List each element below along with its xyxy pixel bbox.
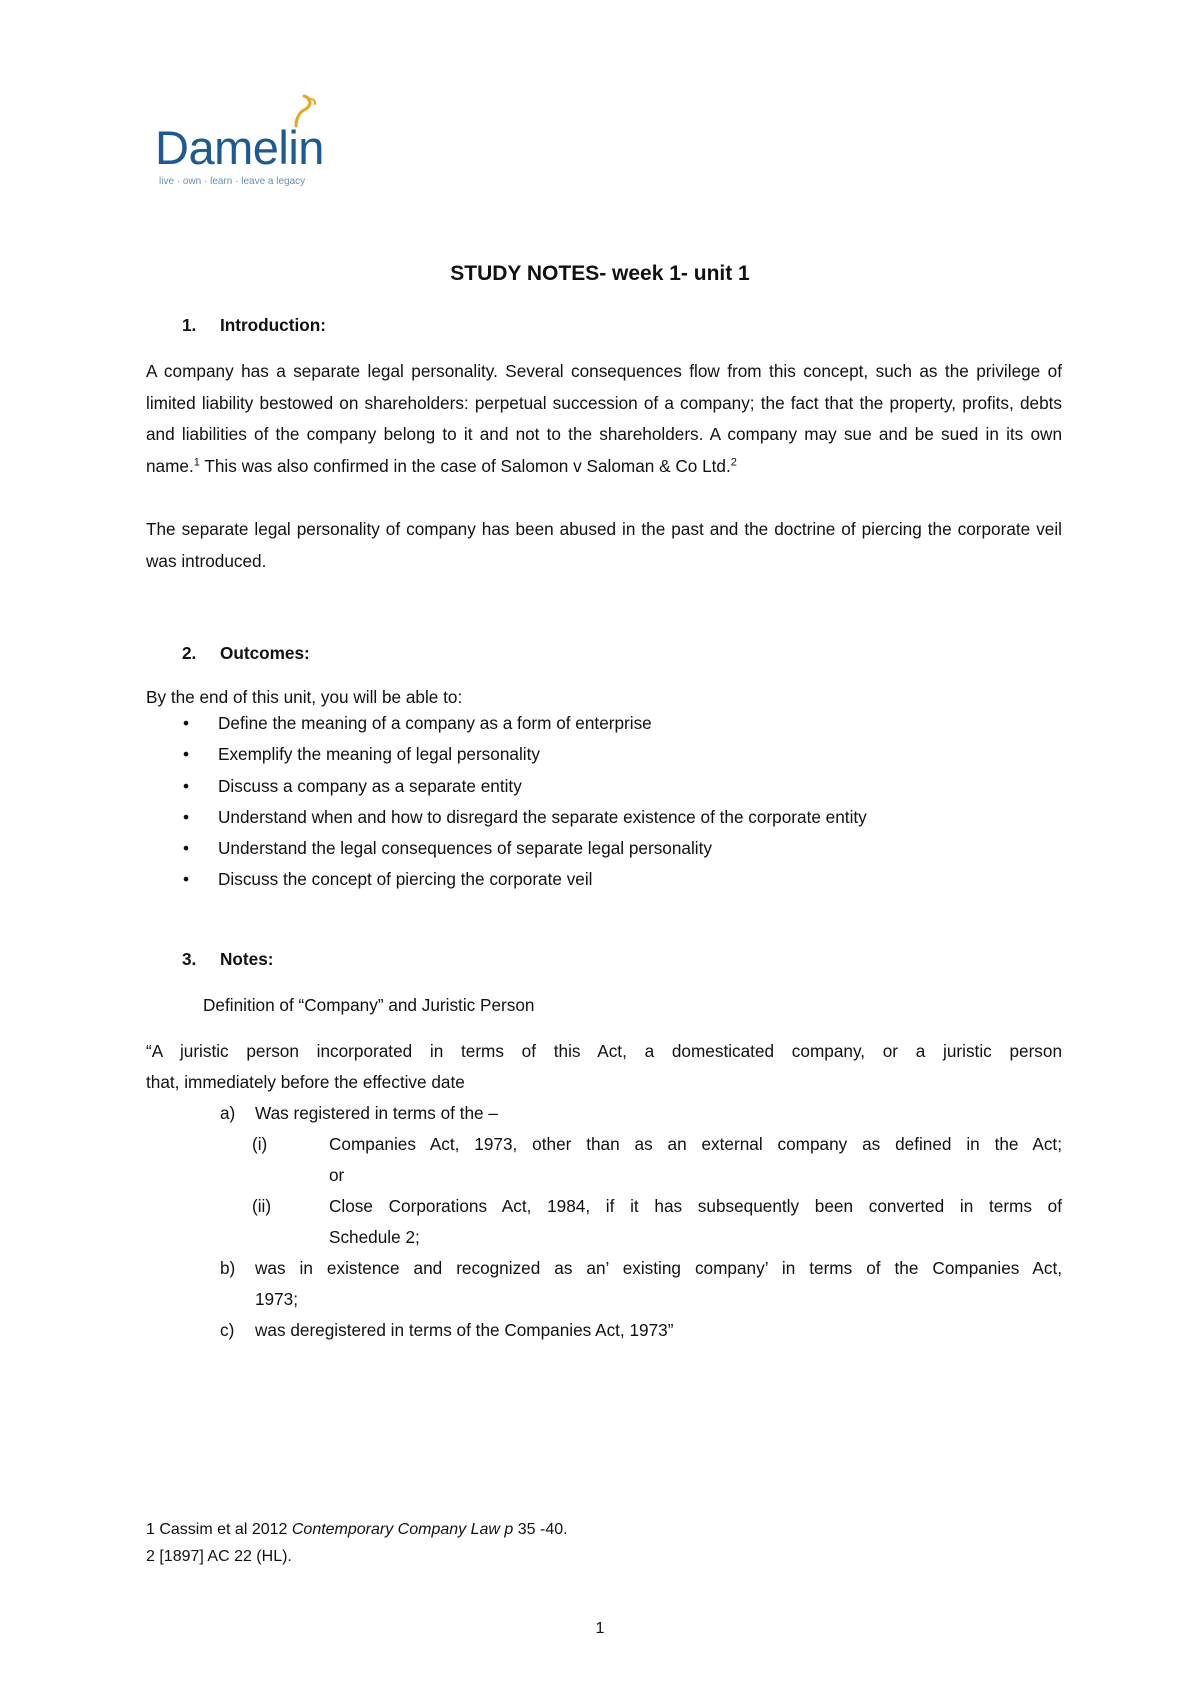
item-b-text: was in existence and recognized as an’ existing company’ in terms of the Companies Act, [255,1258,1062,1278]
bullet-icon: • [183,838,190,859]
page-title: STUDY NOTES- week 1- unit 1 [450,262,750,285]
item-b-marker: b) [220,1258,236,1278]
list-item: • Discuss a company as a separate entity [180,771,867,802]
section-1-number: 1. [182,315,197,335]
intro-paragraph-2: The separate legal personality of company has been abused in the past and the doctrine of piercing the corporate veil was introduced. [146,519,1062,571]
list-item: • Understand when and how to disregard the separate existence of the corporate entity [180,802,867,833]
item-i-text: Companies Act, 1973, other than as an external company as defined in the Act; [329,1134,1062,1154]
section-2-number: 2. [182,643,197,663]
damelin-logo [155,92,355,192]
item-c-text: was deregistered in terms of the Companies Act, 1973” [255,1320,674,1340]
footnote-ref-2[interactable]: 2 [730,455,737,468]
footnote-ref-1[interactable]: 1 [193,455,200,468]
bullet-icon: • [183,869,190,890]
bullet-icon: • [183,744,190,765]
item-i-marker: (i) [252,1134,268,1154]
list-item: • Discuss the concept of piercing the corporate veil [180,864,867,895]
section-1-title: Introduction: [220,315,326,335]
quote-line-2: that, immediately before the effective date [146,1072,465,1092]
outcomes-list [180,708,867,896]
logo-tagline: live · own · learn · leave a legacy [159,176,306,187]
outcomes-lead: By the end of this unit, you will be able to: [146,687,463,707]
bullet-icon: • [183,775,190,796]
footnote-2: 2 [1897] AC 22 (HL). [146,1548,292,1565]
bullet-icon: • [183,713,190,733]
list-item: • Define the meaning of a company as a form of enterprise [180,708,867,739]
item-i-cont: or [329,1165,345,1185]
item-ii-text: Close Corporations Act, 1984, if it has subsequently been converted in terms of [329,1196,1062,1216]
item-c-marker: c) [220,1320,235,1340]
item-b-cont: 1973; [255,1289,299,1309]
logo-wordmark: Damelin [155,121,324,174]
intro-paragraph-1 [146,356,1062,482]
intro-text-a: A company has a separate legal personality. Several consequences flow from this concept, such as the privilege of limited liability bestowed on shareholders: perpetual succession of a company; the fact that the property, profits, debts and liabilities of the company belong to it and not to the shareholders. A company may sue and be sued in its own name. [146,361,1062,476]
quote-line-1: “A juristic person incorporated in terms of this Act, a domesticated company, or a juristic person [146,1041,1062,1061]
page-number: 1 [595,1620,605,1637]
intro-text-b: This was also confirmed in the case of Salomon v Saloman & Co Ltd. [199,455,731,476]
list-item: • Understand the legal consequences of separate legal personality [180,833,867,864]
section-2-title: Outcomes: [220,643,310,663]
definition-subheading: Definition of “Company” and Juristic Person [203,995,535,1015]
item-ii-cont: Schedule 2; [329,1227,420,1247]
footnotes [146,1516,568,1570]
item-a-text: Was registered in terms of the – [255,1103,498,1123]
item-a-marker: a) [220,1103,236,1123]
footnote-1: 1 Cassim et al 2012 Contemporary Company Law p 35 -40. [146,1521,568,1538]
bullet-icon: • [183,806,190,827]
section-3-title: Notes: [220,949,274,969]
section-3-number: 3. [182,949,197,969]
list-item: • Exemplify the meaning of legal personality [180,739,867,770]
item-ii-marker: (ii) [252,1196,272,1216]
